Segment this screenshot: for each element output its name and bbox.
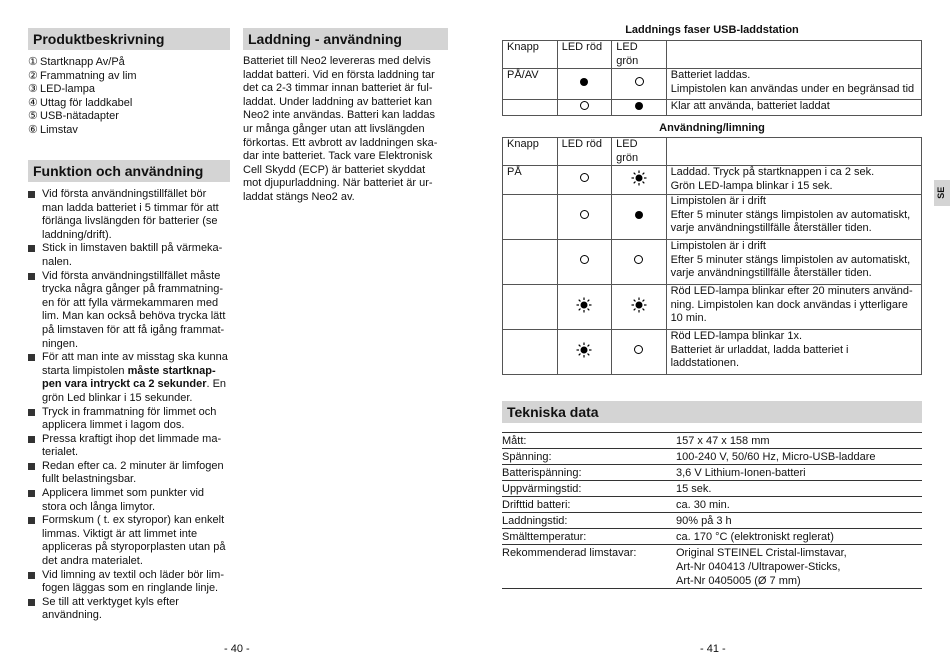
instruction-item — [28, 270, 230, 352]
button-cell — [503, 100, 558, 116]
led-on-icon — [635, 102, 643, 110]
spec-value: 3,6 V Lithium-Ionen-batteri — [676, 465, 922, 481]
product-part-item — [28, 56, 230, 70]
instruction-text: Vid första användningstillfället bör man ladda batteriet i 5 timmar för att förlänga livslängden för batterier (se laddning/drift). — [42, 188, 219, 241]
description-cell: Limpistolen är i drift Efter 5 minuter stängs limpistolen av automatiskt, varje användningstillfälle återställer tiden. — [666, 240, 921, 285]
spec-value: Original STEINEL Cristal-limstavar, Art-Nr 040413 /Ultrapower-Sticks, Art-Nr 0405005 (Ø 7 mm) — [676, 545, 922, 589]
bullet-square-icon — [28, 245, 35, 252]
led-red-cell — [557, 166, 611, 195]
table-header-cell — [666, 138, 921, 166]
bullet-square-icon — [28, 436, 35, 443]
product-parts-list — [28, 56, 230, 138]
spec-label: Batterispänning: — [502, 465, 676, 481]
led-off-icon — [635, 77, 644, 86]
instruction-text: Applicera limmet som punkter vid stora och långa limytor. — [42, 487, 205, 513]
bullet-square-icon — [28, 490, 35, 497]
table-row — [503, 166, 922, 195]
part-label: LED-lampa — [40, 83, 96, 96]
bullet-square-icon — [28, 463, 35, 470]
led-off-icon — [634, 345, 643, 354]
instruction-text-bold: måste startknap-pen vara intryckt ca 2 sekunder — [42, 364, 216, 391]
spec-row — [502, 513, 922, 529]
part-number: ⑥ — [28, 123, 38, 136]
led-on-icon — [580, 78, 588, 86]
table-header-cell: LED röd — [557, 138, 611, 166]
instruction-item — [28, 569, 230, 596]
part-number: ② — [28, 69, 38, 82]
technical-data-table — [502, 432, 922, 589]
instruction-item — [28, 406, 230, 433]
table-row — [503, 330, 922, 375]
led-blinking-icon — [631, 170, 647, 186]
bullet-square-icon — [28, 273, 35, 280]
spec-label: Smälttemperatur: — [502, 529, 676, 545]
instruction-text: Vid första användningstillfället måste trycka några gånger på frammatning-en för att fylla värmekammaren med lim. Man kan också behöva trycka lätt på limstaven för att få igång frammat-ningen. — [42, 269, 226, 350]
led-off-icon — [580, 210, 589, 219]
instruction-text: Redan efter ca. 2 minuter är limfogen fullt belastningsbar. — [42, 459, 224, 486]
bullet-square-icon — [28, 517, 35, 524]
product-part-item — [28, 97, 230, 111]
table-header-cell — [666, 41, 921, 69]
instruction-text: Tryck in frammatning för limmet och applicera limmet i lagom dos. — [42, 405, 217, 432]
page-number-left: - 40 - — [224, 643, 250, 655]
led-red-cell — [557, 100, 612, 116]
instruction-item — [28, 487, 230, 514]
instruction-item — [28, 242, 230, 269]
instruction-item — [28, 596, 230, 623]
spec-label: Drifttid batteri: — [502, 497, 676, 513]
usage-instructions-list — [28, 188, 230, 623]
led-off-icon — [580, 255, 589, 264]
bullet-square-icon — [28, 599, 35, 606]
part-label: Limstav — [40, 123, 78, 136]
bullet-square-icon — [28, 409, 35, 416]
product-part-item — [28, 83, 230, 97]
led-green-cell — [612, 195, 666, 240]
spec-label: Spänning: — [502, 449, 676, 465]
table-header-cell: LED grön — [612, 41, 667, 69]
instruction-text: Vid limning av textil och läder bör lim-fogen läggas som en ringlande linje. — [42, 568, 224, 595]
instruction-item — [28, 460, 230, 487]
led-green-cell — [612, 100, 667, 116]
charging-phases-caption: Laddnings faser USB-laddstation — [625, 24, 799, 36]
table-header-cell: LED grön — [612, 138, 666, 166]
instruction-item — [28, 351, 230, 405]
led-red-cell — [557, 285, 611, 330]
led-red-cell — [557, 69, 612, 100]
spec-value: 15 sek. — [676, 481, 922, 497]
spec-row — [502, 545, 922, 589]
table-header-cell: LED röd — [557, 41, 612, 69]
led-green-cell — [612, 69, 667, 100]
instruction-item — [28, 514, 230, 568]
led-green-cell — [612, 285, 666, 330]
charging-phases-table — [502, 40, 922, 116]
spec-value: ca. 30 min. — [676, 497, 922, 513]
spec-label: Mått: — [502, 433, 676, 449]
section-heading-funktion: Funktion och användning — [28, 160, 230, 182]
led-green-cell — [612, 330, 666, 375]
usage-table — [502, 137, 922, 375]
bullet-square-icon — [28, 191, 35, 198]
table-row — [503, 69, 922, 100]
spec-label: Rekommenderad limstavar: — [502, 545, 676, 589]
product-part-item — [28, 110, 230, 124]
spec-value: 90% på 3 h — [676, 513, 922, 529]
table-row — [503, 100, 922, 116]
spec-row — [502, 481, 922, 497]
spec-value: 100-240 V, 50/60 Hz, Micro-USB-laddare — [676, 449, 922, 465]
description-cell: Batteriet laddas. Limpistolen kan användas under en begränsad tid — [666, 69, 921, 100]
section-heading-produktbeskrivning: Produktbeskrivning — [28, 28, 230, 50]
led-blinking-icon — [576, 297, 592, 313]
description-cell: Röd LED-lampa blinkar 1x. Batteriet är urladdat, ladda batteriet i laddstationen. — [666, 330, 921, 375]
part-number: ④ — [28, 96, 38, 109]
product-part-item — [28, 124, 230, 138]
led-off-icon — [580, 173, 589, 182]
language-tab-label: SE — [936, 186, 947, 200]
section-heading-tekniska-data: Tekniska data — [502, 401, 922, 423]
instruction-item — [28, 188, 230, 242]
button-cell — [503, 285, 558, 330]
instruction-text-pre: För att man inte av misstag ska kunna starta limpistolen — [42, 351, 228, 377]
bullet-square-icon — [28, 572, 35, 579]
table-row — [503, 240, 922, 285]
page-number-right: - 41 - — [700, 643, 726, 655]
led-off-icon — [634, 255, 643, 264]
instruction-item — [28, 433, 230, 460]
bullet-square-icon — [28, 354, 35, 361]
led-blinking-icon — [576, 342, 592, 358]
table-row — [503, 285, 922, 330]
spec-row — [502, 449, 922, 465]
part-label: Startknapp Av/På — [40, 56, 125, 68]
table-row — [503, 195, 922, 240]
spec-row — [502, 497, 922, 513]
language-tab — [934, 180, 950, 206]
part-label: USB-nätadapter — [40, 110, 119, 123]
instruction-text-post: . En grön Led blinkar i 15 sekunder. — [42, 378, 227, 404]
led-red-cell — [557, 240, 611, 285]
led-red-cell — [557, 195, 611, 240]
button-cell: PÅ — [503, 166, 558, 195]
spec-row — [502, 465, 922, 481]
instruction-text: Pressa kraftigt ihop det limmade ma-terialet. — [42, 432, 222, 459]
led-off-icon — [580, 101, 589, 110]
usage-caption: Användning/limning — [659, 122, 765, 134]
part-number: ⑤ — [28, 110, 38, 123]
description-cell: Klar att använda, batteriet laddat — [666, 100, 921, 116]
description-cell: Limpistolen är i drift Efter 5 minuter stängs limpistolen av automatiskt, varje användningstillfälle återställer tiden. — [666, 195, 921, 240]
section-heading-laddning: Laddning - användning — [243, 28, 448, 50]
led-red-cell — [557, 330, 611, 375]
charging-paragraph: Batteriet till Neo2 levereras med delvis laddat batteri. Vid en första laddning tar det ca 2-3 timmar innan batteriet är ful-laddat. Under laddning av batteriet kan Neo2 inte användas. Batteri kan laddas ur många gånger utan att livslängden förkortas. Ett avbrott av laddningen ska-dar inte batteriet. Tack vare Elektronisk Cell Skydd (ECP) är batteriet skyddat mot djupurladdning. När batteriet är ur-laddat stängs Neo2 av. — [243, 55, 438, 203]
button-cell — [503, 240, 558, 285]
product-part-item — [28, 70, 230, 84]
part-number: ③ — [28, 83, 38, 96]
spec-value: 157 x 47 x 158 mm — [676, 433, 922, 449]
description-cell: Röd LED-lampa blinkar efter 20 minuters använd-ning. Limpistolen kan dock användas i ytterligare 10 min. — [666, 285, 921, 330]
button-cell — [503, 195, 558, 240]
instruction-text: Se till att verktyget kyls efter användning. — [42, 595, 179, 622]
spec-label: Laddningstid: — [502, 513, 676, 529]
table-header-cell: Knapp — [503, 41, 558, 69]
part-label: Uttag för laddkabel — [40, 96, 133, 109]
description-cell: Laddad. Tryck på startknappen i ca 2 sek. Grön LED-lampa blinkar i 15 sek. — [666, 166, 921, 195]
table-header-cell: Knapp — [503, 138, 558, 166]
led-on-icon — [635, 211, 643, 219]
led-green-cell — [612, 166, 666, 195]
spec-value: ca. 170 °C (elektroniskt reglerat) — [676, 529, 922, 545]
part-number: ① — [28, 56, 38, 68]
spec-label: Uppvärmingstid: — [502, 481, 676, 497]
button-cell — [503, 330, 558, 375]
led-green-cell — [612, 240, 666, 285]
part-label: Frammatning av lim — [40, 69, 137, 82]
button-cell: PÅ/AV — [503, 69, 558, 100]
instruction-text: Formskum ( t. ex styropor) kan enkelt limmas. Viktigt är att limmet inte appliceras på styroporplasten utan på det andra materialet. — [42, 514, 226, 568]
led-blinking-icon — [631, 297, 647, 313]
spec-row — [502, 433, 922, 449]
instruction-text: Stick in limstaven baktill på värmeka-nalen. — [42, 242, 223, 268]
spec-row — [502, 529, 922, 545]
